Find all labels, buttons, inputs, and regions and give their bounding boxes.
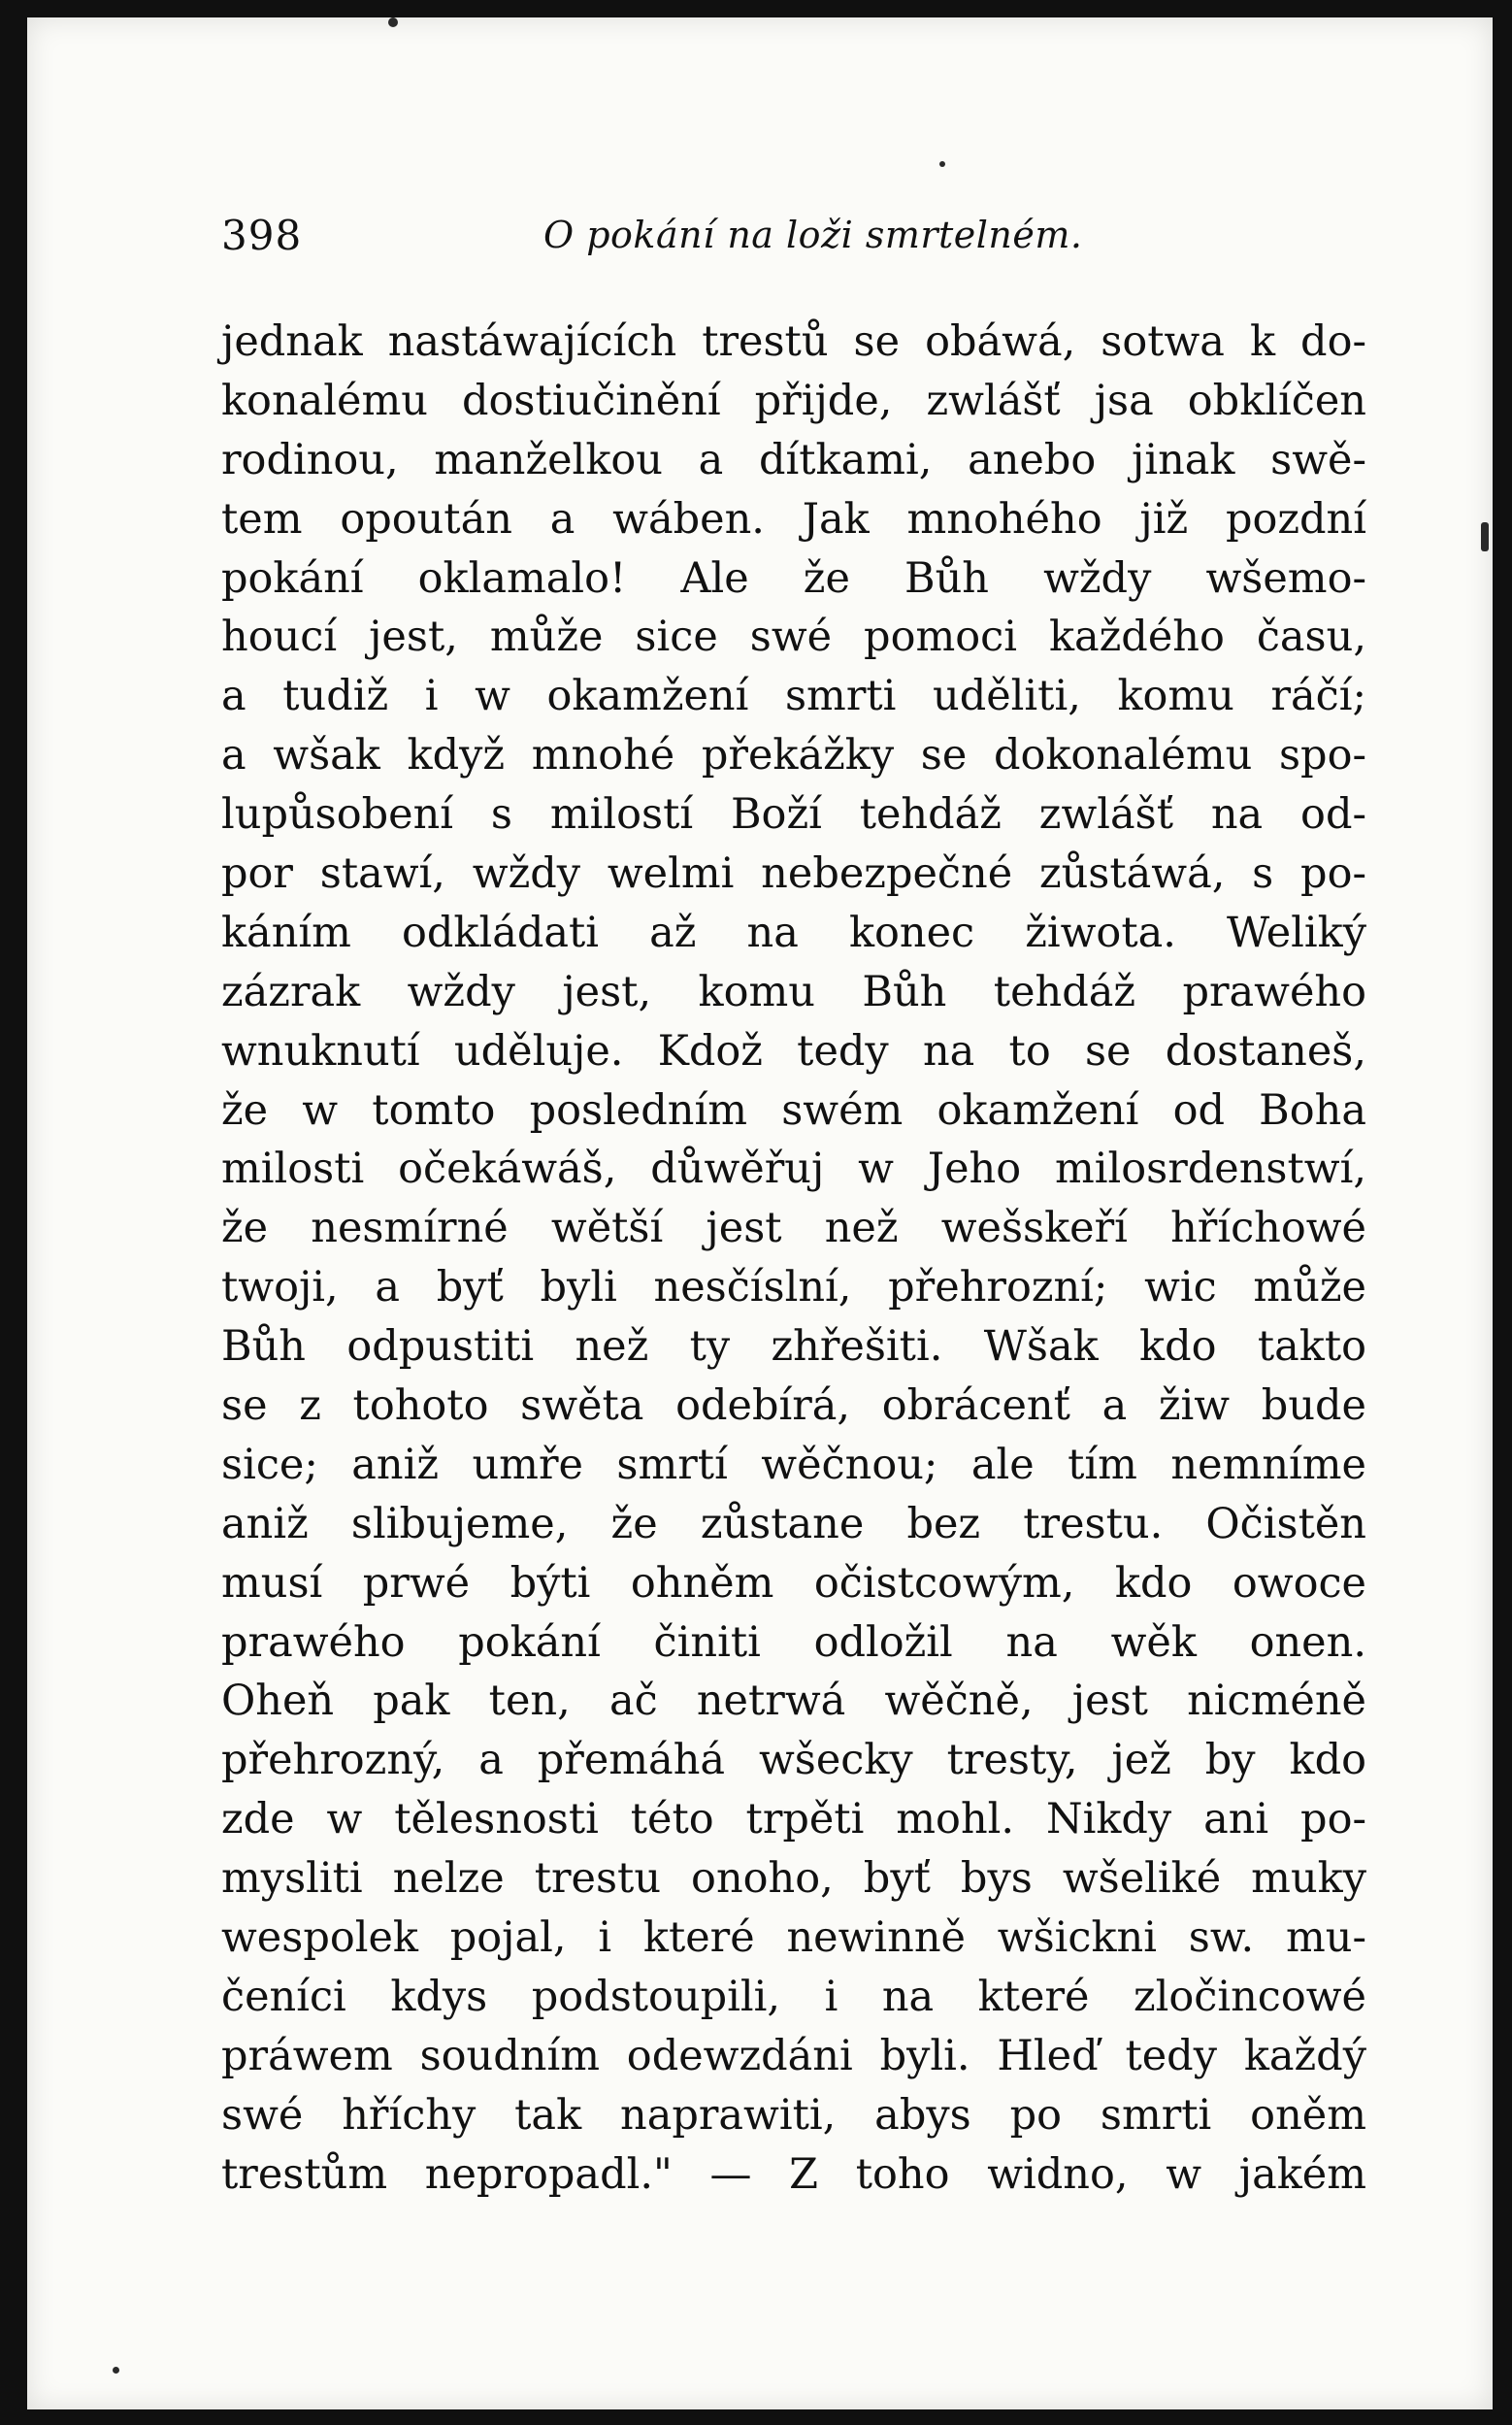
text-line: zde w tělesnosti této trpěti mohl. Nikdy ani po-: [221, 1795, 1366, 1844]
text-line: Bůh odpustiti než ty zhřešiti. Wšak kdo takto: [221, 1322, 1366, 1372]
text-line: houcí jest, může sice swé pomoci každého času,: [221, 613, 1366, 662]
body-text: [221, 313, 1366, 2205]
text-line: wnuknutí uděluje. Kdož tedy na to se dostaneš,: [221, 1026, 1366, 1076]
paper-speck: [113, 2367, 119, 2374]
text-line: musí prwé býti ohněm očistcowým, kdo owoce: [221, 1558, 1366, 1608]
running-title: O pokání na loži smrtelném.: [543, 214, 1083, 256]
text-line: se z tohoto swěta odebírá, obrácenť a žiw bude: [221, 1381, 1366, 1431]
paper-speck: [388, 17, 398, 27]
text-line: lupůsobení s milostí Boží tehdáž zwlášť na od-: [221, 790, 1366, 840]
page-number: 398: [221, 212, 303, 259]
text-line: čeníci kdys podstoupili, i na které zločincowé: [221, 1972, 1366, 2021]
text-line: tem opoután a wáben. Jak mnohého již pozdní: [221, 494, 1366, 544]
text-line: Oheň pak ten, ač netrwá wěčně, jest nicméně: [221, 1677, 1366, 1726]
text-line: a wšak když mnohé překážky se dokonalému spo-: [221, 731, 1366, 781]
text-line: práwem soudním odewzdáni byli. Hleď tedy každý: [221, 2031, 1366, 2080]
text-line: mysliti nelze trestu onoho, byť bys wšeliké muky: [221, 1854, 1366, 1904]
text-line: trestům nepropadl." — Z toho widno, w jakém: [221, 2149, 1366, 2199]
text-line: rodinou, manželkou a dítkami, anebo jinak swě-: [221, 435, 1366, 484]
text-line: prawého pokání činiti odložil na wěk onen.: [221, 1617, 1366, 1667]
paper-speck: [1481, 522, 1489, 551]
text-line: a tudiž i w okamžení smrti uděliti, komu ráčí;: [221, 672, 1366, 721]
text-line: pokání oklamalo! Ale že Bůh wždy wšemo-: [221, 553, 1366, 603]
text-line: že w tomto posledním swém okamžení od Boha: [221, 1085, 1366, 1135]
paper-speck: [939, 161, 945, 167]
text-line: swé hříchy tak naprawiti, abys po smrti oněm: [221, 2090, 1366, 2140]
page-header: [221, 212, 1366, 270]
text-line: aniž slibujeme, že zůstane bez trestu. Očistěn: [221, 1499, 1366, 1548]
text-line: wespolek pojal, i které newinně wšickni sw. mu-: [221, 1913, 1366, 1963]
text-line: přehrozný, a přemáhá wšecky tresty, jež by kdo: [221, 1736, 1366, 1785]
text-line: káním odkládati až na konec žiwota. Weliký: [221, 908, 1366, 957]
text-line: konalému dostiučinění přijde, zwlášť jsa obklíčen: [221, 376, 1366, 425]
text-line: sice; aniž umře smrtí wěčnou; ale tím nemníme: [221, 1440, 1366, 1489]
text-line: por stawí, wždy welmi nebezpečné zůstáwá, s po-: [221, 849, 1366, 899]
text-line: milosti očekáwáš, důwěřuj w Jeho milosrdenstwí,: [221, 1145, 1366, 1194]
text-line: že nesmírné wětší jest než wešskeří hříchowé: [221, 1204, 1366, 1253]
text-line: twoji, a byť byli nesčíslní, přehrozní; wic může: [221, 1263, 1366, 1312]
text-line: zázrak wždy jest, komu Bůh tehdáž prawého: [221, 967, 1366, 1016]
text-line: jednak nastáwajících trestů se obáwá, sotwa k do-: [221, 317, 1366, 366]
